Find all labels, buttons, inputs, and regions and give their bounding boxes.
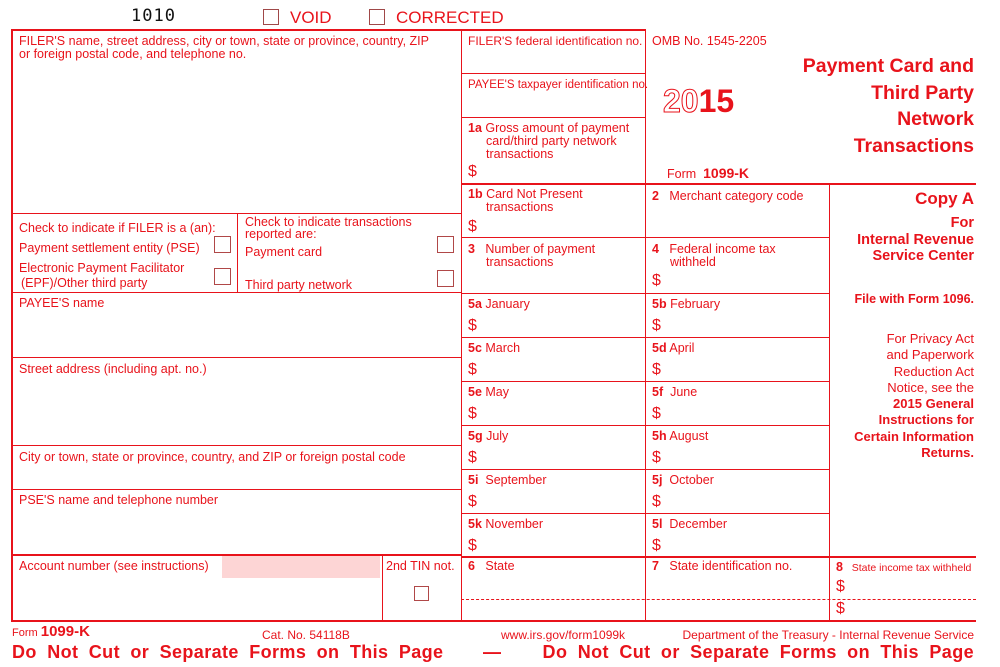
- box-5a-dollar: $: [468, 317, 477, 334]
- pse-name-label: PSE'S name and telephone number: [19, 493, 219, 507]
- box-5h-label: 5h August: [652, 429, 709, 443]
- void-checkbox[interactable]: [263, 9, 279, 25]
- payee-name-label: PAYEE'S name: [19, 296, 105, 310]
- box-5f-label: 5f June: [652, 385, 698, 399]
- box-5d-dollar: $: [652, 361, 661, 378]
- third-party-label: Third party network: [245, 278, 352, 292]
- epf-checkbox[interactable]: [214, 268, 231, 285]
- box-5g-dollar: $: [468, 449, 477, 466]
- copy-a-recipient: [857, 215, 974, 265]
- box-1a-label: [468, 122, 629, 161]
- void-label: VOID: [290, 8, 332, 27]
- box-4-line2: withheld: [670, 255, 716, 269]
- box-5c-field[interactable]: [484, 358, 642, 379]
- box-5b-label: 5b February: [652, 297, 721, 311]
- box-5d-label: 5d April: [652, 341, 695, 355]
- account-number-label: Account number (see instructions): [19, 559, 209, 573]
- box-1a-number: 1a: [468, 121, 482, 135]
- warning-dash: —: [483, 642, 501, 662]
- box-4-line1: Federal income tax: [669, 242, 776, 256]
- form-title: [803, 53, 974, 159]
- box-1a-field[interactable]: [484, 162, 642, 182]
- footer-form-name: Form 1099-K: [12, 623, 90, 640]
- copy-irs-line1: Internal Revenue: [857, 231, 974, 248]
- box-8-label: 8 State income tax withheld: [836, 560, 972, 574]
- box-5g-field[interactable]: [484, 446, 642, 467]
- box-5e-dollar: $: [468, 405, 477, 422]
- box-6-label: 6 State: [468, 559, 515, 573]
- box-8-dollar-1: $: [836, 578, 845, 595]
- box-5k-field[interactable]: [484, 534, 642, 554]
- filer-federal-id-field[interactable]: [464, 50, 643, 71]
- third-party-checkbox[interactable]: [437, 270, 454, 287]
- second-tin-label: 2nd TIN not.: [386, 559, 455, 573]
- box-5i-field[interactable]: [484, 490, 642, 511]
- box-3-line2: transactions: [486, 255, 554, 269]
- second-tin-checkbox[interactable]: [414, 586, 429, 601]
- pse-label: Payment settlement entity (PSE): [19, 241, 200, 255]
- box-6-field-2[interactable]: [464, 601, 643, 619]
- file-with-note: File with Form 1096.: [854, 292, 974, 306]
- box-5f-dollar: $: [652, 405, 661, 422]
- account-number-field[interactable]: [222, 556, 380, 578]
- payment-card-label: Payment card: [245, 245, 323, 259]
- box-1a-line2: card/third party network: [486, 134, 617, 148]
- box-2-label: [652, 190, 803, 203]
- payee-tin-label: PAYEE'S taxpayer identification no.: [468, 79, 649, 91]
- box-1a-dollar: $: [468, 163, 477, 180]
- box-5j-field[interactable]: [668, 490, 826, 511]
- box-1a-line3: transactions: [486, 147, 554, 161]
- box-2-text: Merchant category code: [669, 189, 804, 203]
- box-7-field-2[interactable]: [648, 601, 827, 619]
- box-5i-label: 5i September: [468, 473, 547, 487]
- box-8-field-1[interactable]: [852, 576, 974, 597]
- box-1b-line1: Card Not Present: [486, 187, 583, 201]
- box-7-label: 7 State identification no.: [652, 559, 793, 573]
- epf-label-line2: (EPF)/Other third party: [21, 276, 148, 290]
- box-1b-dollar: $: [468, 218, 477, 235]
- payee-name-field[interactable]: [14, 312, 459, 355]
- box-4-number: 4: [652, 242, 659, 256]
- box-8-dollar-2: $: [836, 600, 845, 617]
- filer-type-heading: Check to indicate if FILER is a (an):: [19, 221, 216, 235]
- box-5i-dollar: $: [468, 493, 477, 510]
- box-5c-label: 5c March: [468, 341, 521, 355]
- warning-left: Do Not Cut or Separate Forms on This Page: [12, 642, 444, 662]
- box-5e-label: 5e May: [468, 385, 510, 399]
- box-4-dollar: $: [652, 272, 661, 289]
- box-3-label: [468, 243, 595, 269]
- box-5l-dollar: $: [652, 537, 661, 554]
- box-8-field-2[interactable]: [852, 601, 974, 619]
- box-2-field[interactable]: [648, 206, 827, 235]
- transactions-heading-line2: reported are:: [245, 227, 317, 241]
- box-5l-field[interactable]: [668, 534, 826, 554]
- title-line2: Third Party: [871, 81, 974, 104]
- box-4-field[interactable]: [668, 270, 826, 291]
- box-5d-field[interactable]: [668, 358, 826, 379]
- title-line3: Network: [897, 108, 974, 130]
- form-code: 1010: [131, 6, 176, 26]
- title-line4: Transactions: [853, 134, 974, 157]
- filer-name-label-line1: FILER'S name, street address, city or town, state or province, country, ZIP: [19, 34, 429, 48]
- box-3-field[interactable]: [464, 270, 643, 291]
- warning-right: Do Not Cut or Separate Forms on This Page: [542, 642, 974, 662]
- box-2-number: 2: [652, 189, 659, 203]
- title-line1: Payment Card and: [802, 55, 974, 77]
- box-5j-label: 5j October: [652, 473, 714, 487]
- box-5l-label: 5l December: [652, 517, 728, 531]
- omb-form-number: 1099-K: [703, 165, 750, 181]
- copy-a-heading: Copy A: [915, 189, 974, 208]
- box-5g-label: 5g July: [468, 429, 509, 443]
- box-5a-label: 5a January: [468, 297, 530, 311]
- copy-irs-line2: Service Center: [872, 248, 974, 264]
- city-field[interactable]: [14, 466, 459, 487]
- box-3-line1: Number of payment: [485, 242, 596, 256]
- box-5h-dollar: $: [652, 449, 661, 466]
- box-5j-dollar: $: [652, 493, 661, 510]
- box-1b-line2: transactions: [486, 200, 554, 214]
- omb-form-prefix: Form: [667, 167, 697, 181]
- box-4-label: [652, 243, 776, 269]
- box-5b-field[interactable]: [668, 314, 826, 335]
- irs-url[interactable]: www.irs.gov/form1099k: [501, 628, 626, 642]
- pse-name-field[interactable]: [14, 509, 459, 552]
- box-5b-dollar: $: [652, 317, 661, 334]
- filer-name-field[interactable]: [14, 65, 459, 210]
- box-5a-field[interactable]: [484, 314, 642, 335]
- catalog-number: Cat. No. 54118B: [262, 628, 350, 642]
- omb-number: OMB No. 1545-2205: [652, 34, 767, 48]
- box-5f-field[interactable]: [668, 402, 826, 423]
- tax-year: [663, 84, 734, 118]
- box-1b-label: [468, 188, 583, 214]
- box-1a-line1: Gross amount of payment: [485, 121, 630, 135]
- box-5k-dollar: $: [468, 537, 477, 554]
- pse-checkbox[interactable]: [214, 236, 231, 253]
- city-label: City or town, state or province, country, and ZIP or foreign postal code: [19, 450, 406, 464]
- payee-tin-field[interactable]: [464, 94, 643, 115]
- privacy-notice: For Privacy Act and Paperwork Reduction Act Notice, see the 2015 General Instructions for Certain Information Returns.: [854, 331, 974, 461]
- payment-card-checkbox[interactable]: [437, 236, 454, 253]
- tax-year-bold: 15: [698, 83, 735, 119]
- box-5e-field[interactable]: [484, 402, 642, 423]
- tax-year-outline: 20: [663, 83, 699, 119]
- box-6-field-1[interactable]: [464, 576, 643, 597]
- omb-form-name: [667, 165, 749, 181]
- box-5h-field[interactable]: [668, 446, 826, 467]
- box-1b-field[interactable]: [484, 215, 642, 235]
- filer-name-label-line2: or foreign postal code, and telephone no.: [19, 47, 247, 61]
- box-5k-label: 5k November: [468, 517, 544, 531]
- copy-for: For: [950, 215, 974, 231]
- street-address-label: Street address (including apt. no.): [19, 362, 207, 376]
- filer-name-label: [19, 35, 429, 61]
- box-3-number: 3: [468, 242, 475, 256]
- epf-label-line1: Electronic Payment Facilitator: [19, 261, 185, 275]
- box-7-field-1[interactable]: [648, 576, 827, 597]
- corrected-label: CORRECTED: [396, 8, 504, 27]
- street-address-field[interactable]: [14, 378, 459, 443]
- filer-federal-id-label: FILER'S federal identification no.: [468, 34, 643, 48]
- transactions-heading-line1: Check to indicate transactions: [245, 215, 412, 229]
- box-5c-dollar: $: [468, 361, 477, 378]
- box-1b-number: 1b: [468, 187, 483, 201]
- department-name: Department of the Treasury - Internal Revenue Service: [682, 628, 974, 642]
- corrected-checkbox[interactable]: [369, 9, 385, 25]
